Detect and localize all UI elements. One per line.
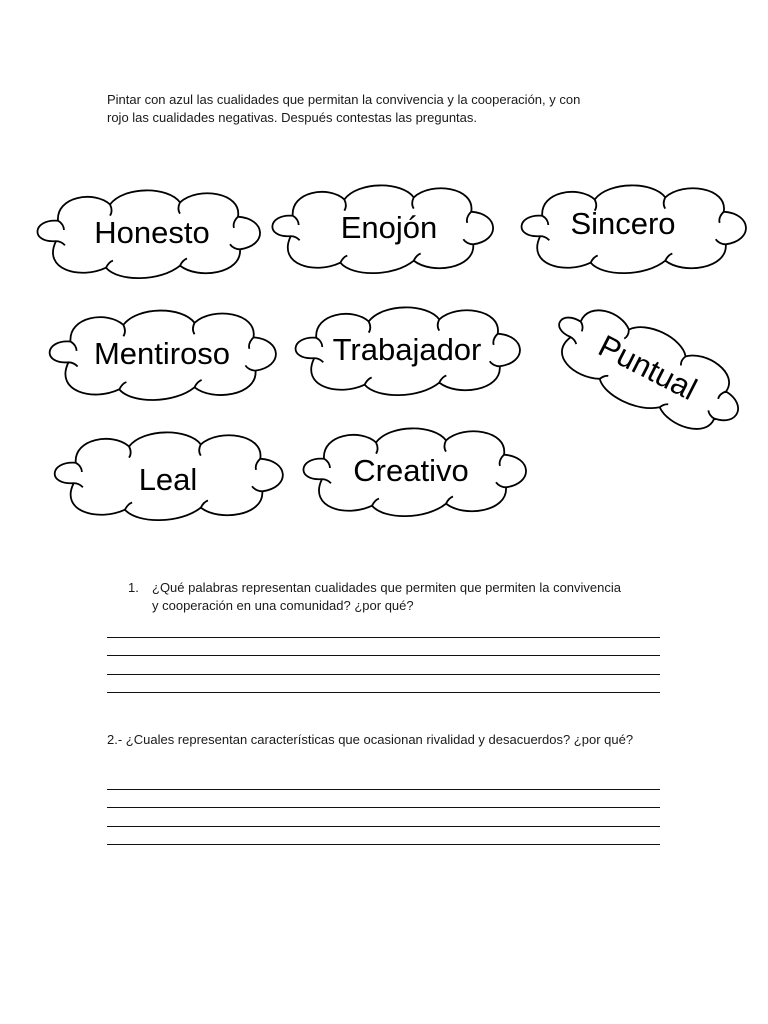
cloud-word: Honesto <box>94 215 210 250</box>
cloud-word: Enojón <box>340 210 438 245</box>
cloud-enojon <box>263 177 501 279</box>
cloud-sincero <box>512 177 754 279</box>
answer-lines-q2 <box>107 789 660 862</box>
cloud-word: Creativo <box>353 453 469 488</box>
answer-lines-q1 <box>107 637 660 710</box>
cloud-puntual <box>531 278 764 458</box>
question-text: 2.- ¿Cuales representan características que ocasionan rivalidad y desacuerdos? ¿por qué? <box>107 732 634 747</box>
cloud-word: Sincero <box>570 206 676 241</box>
answer-line <box>107 637 660 638</box>
instructions-text <box>107 91 667 127</box>
answer-line <box>107 844 660 845</box>
question-1 <box>128 579 630 615</box>
question-text: ¿Qué palabras representan cualidades que permiten que permiten la convivencia y cooperación en una comunidad? ¿por qué? <box>152 580 622 613</box>
cloud-word: Trabajador <box>332 332 482 367</box>
cloud-word: Leal <box>138 462 198 497</box>
cloud-creativo <box>294 420 534 522</box>
question-2 <box>107 731 659 749</box>
answer-line <box>107 674 660 675</box>
cloud-mentiroso <box>40 302 284 406</box>
question-number: 1. <box>128 580 139 595</box>
answer-line <box>107 655 660 656</box>
instructions-line: rojo las cualidades negativas. Después contestas las preguntas. <box>107 110 477 125</box>
cloud-leal <box>45 424 291 526</box>
answer-line <box>107 789 660 790</box>
answer-line <box>107 692 660 693</box>
cloud-honesto <box>28 182 268 284</box>
cloud-trabajador <box>286 299 528 401</box>
answer-line <box>107 807 660 808</box>
cloud-word: Mentiroso <box>93 336 231 371</box>
cloud-word: Puntual <box>592 328 703 408</box>
answer-line <box>107 826 660 827</box>
instructions-line: Pintar con azul las cualidades que permitan la convivencia y la cooperación, y con <box>107 92 581 107</box>
